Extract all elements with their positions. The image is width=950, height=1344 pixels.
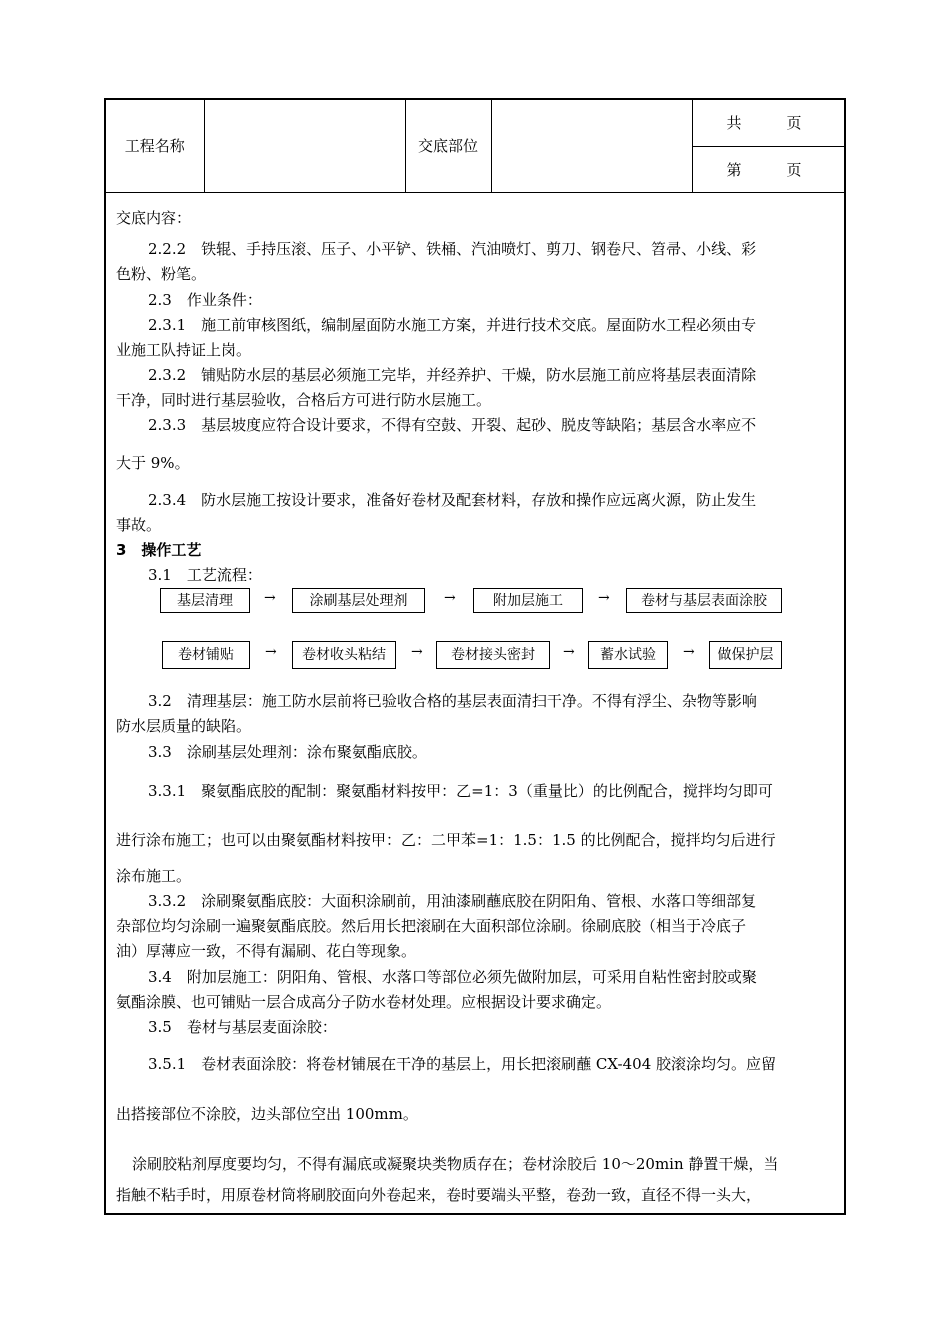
paragraph: 3.3 涂刷基层处理剂：涂布聚氨酯底胶。 bbox=[148, 743, 427, 761]
paragraph: 色粉、粉笔。 bbox=[116, 265, 207, 283]
content-title: 交底内容： bbox=[116, 209, 192, 227]
flow-arrow: → bbox=[411, 644, 423, 660]
paragraph: 出搭接部位不涂胶，边头部位空出 100mm。 bbox=[116, 1105, 418, 1123]
paragraph: 事故。 bbox=[116, 516, 162, 534]
paragraph: 3.1 工艺流程： bbox=[148, 566, 262, 584]
flow-step: 涂刷基层处理剂 bbox=[292, 588, 425, 613]
paragraph: 2.2.2 铁辊、手持压滚、压子、小平铲、铁桶、汽油喷灯、剪刀、钢卷尺、笤帚、小线、彩 bbox=[148, 240, 757, 258]
paragraph: 防水层质量的缺陷。 bbox=[116, 717, 252, 735]
flow-step: 附加层施工 bbox=[473, 588, 583, 613]
flow-step: 做保护层 bbox=[709, 641, 782, 669]
paragraph: 涂布施工。 bbox=[116, 867, 192, 885]
flow-step: 卷材接头密封 bbox=[436, 641, 550, 669]
flow-step: 卷材收头粘结 bbox=[292, 641, 396, 669]
paragraph: 2.3.2 铺贴防水层的基层必须施工完毕，并经养护、干燥，防水层施工前应将基层表面清除 bbox=[148, 366, 757, 384]
flow-arrow: → bbox=[265, 644, 277, 660]
handover-location-value bbox=[491, 100, 692, 192]
paragraph: 3.5 卷材与基层麦面涂胶： bbox=[148, 1018, 337, 1036]
paragraph: 2.3.3 基层坡度应符合设计要求，不得有空鼓、开裂、起砂、脱皮等缺陷；基层含水率应不 bbox=[148, 416, 757, 434]
paragraph: 3.3.2 涂刷聚氨酯底胶：大面积涂刷前，用油漆刷蘸底胶在阴阳角、管根、水落口等细部复 bbox=[148, 892, 757, 910]
flow-arrow: → bbox=[683, 644, 695, 660]
paragraph: 3.5.1 卷材表面涂胶：将卷材铺展在干净的基层上，用长把滚刷蘸 CX-404 胶滚涂均匀。应留 bbox=[148, 1055, 777, 1073]
paragraph: 干净，同时进行基层验收，合格后方可进行防水层施工。 bbox=[116, 391, 492, 409]
project-name-value bbox=[204, 100, 405, 192]
paragraph: 进行涂布施工；也可以由聚氨酯材料按甲：乙：二甲苯=1：1.5：1.5 的比例配合，搅拌均匀后进行 bbox=[116, 831, 776, 849]
section-heading: 3 操作工艺 bbox=[116, 541, 202, 559]
flow-step: 蓄水试验 bbox=[588, 641, 668, 669]
flow-step: 卷材与基层表面涂胶 bbox=[626, 588, 782, 613]
paragraph: 油）厚薄应一致，不得有漏刷、花白等现象。 bbox=[116, 942, 417, 960]
page-number: 第 页 bbox=[692, 146, 844, 192]
flow-step: 基层清理 bbox=[160, 588, 250, 613]
total-pages: 共 页 bbox=[692, 100, 844, 146]
flow-arrow: → bbox=[563, 644, 575, 660]
handover-location-label: 交底部位 bbox=[405, 100, 491, 192]
flow-arrow: → bbox=[264, 590, 276, 606]
flow-step: 卷材铺贴 bbox=[162, 641, 250, 669]
flow-arrow: → bbox=[444, 590, 456, 606]
paragraph: 大于 9%。 bbox=[116, 454, 190, 472]
paragraph: 3.4 附加层施工：阴阳角、管根、水落口等部位必须先做附加层，可采用自粘性密封胶或聚 bbox=[148, 968, 757, 986]
paragraph: 2.3.1 施工前审核图纸，编制屋面防水施工方案，并进行技术交底。屋面防水工程必须由专 bbox=[148, 316, 757, 334]
paragraph: 指触不粘手时，用原卷材筒将刷胶面向外卷起来，卷时要端头平整，卷劲一致，直径不得一头大， bbox=[116, 1186, 762, 1204]
flow-arrow: → bbox=[598, 590, 610, 606]
paragraph: 2.3.4 防水层施工按设计要求，准备好卷材及配套材料，存放和操作应远离火源，防止发生 bbox=[148, 491, 757, 509]
paragraph: 3.2 清理基层：施工防水层前将已验收合格的基层表面清扫干净。不得有浮尘、杂物等影响 bbox=[148, 692, 757, 710]
paragraph: 2.3 作业条件： bbox=[148, 291, 262, 309]
paragraph: 氨酯涂膜、也可铺贴一层合成高分子防水卷材处理。应根据设计要求确定。 bbox=[116, 993, 612, 1011]
header-table bbox=[106, 100, 844, 193]
project-name-label: 工程名称 bbox=[106, 100, 204, 192]
document-frame bbox=[104, 98, 846, 1215]
paragraph: 涂刷胶粘剂厚度要均匀，不得有漏底或凝聚块类物质存在；卷材涂胶后 10～20min 静置干燥，当 bbox=[132, 1155, 779, 1173]
paragraph: 业施工队持证上岗。 bbox=[116, 341, 252, 359]
paragraph: 3.3.1 聚氨酯底胶的配制：聚氨酯材料按甲：乙=1：3（重量比）的比例配合，搅拌均匀即可 bbox=[148, 782, 773, 800]
paragraph: 杂部位均匀涂刷一遍聚氨酯底胶。然后用长把滚刷在大面积部位涂刷。徐刷底胶（相当于冷底子 bbox=[116, 917, 747, 935]
